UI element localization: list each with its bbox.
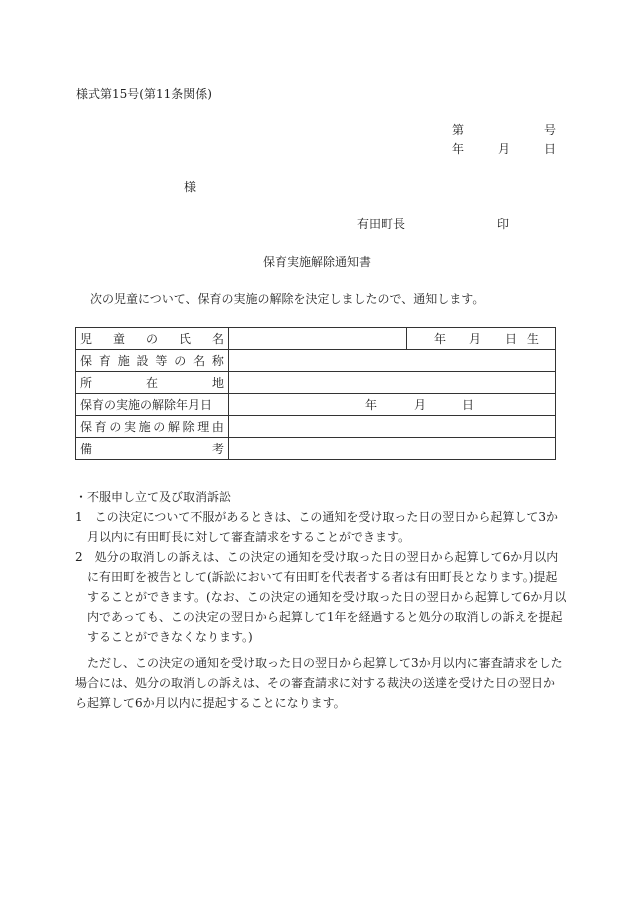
label-facility-name [76,350,229,372]
appeal-notes [75,487,567,713]
form-number: 様式第15号(第11条関係) [76,87,212,101]
birth-day: 日 [505,331,518,346]
notes-line: 2 処分の取消しの訴えは、この決定の通知を受け取った日の翌日から起算して6か月以内 [75,550,559,564]
facility-name-value [229,350,556,372]
label-char: 在 [145,375,158,390]
addressee-sama: 様 [184,180,197,194]
table-row [76,394,556,416]
label-char: の [153,419,166,434]
label-char: 由 [211,419,224,434]
cancel-month: 月 [414,397,427,412]
label-char: 施 [138,419,151,434]
label-char: 氏 [178,331,191,346]
label-char: 解 [167,419,180,434]
table-row [76,438,556,460]
label-char: 除 [182,419,195,434]
issuer-name: 有田町長 [357,217,406,231]
label-cancel-date [76,394,229,416]
notes-line: 内であっても、この決定の翌日から起算して1年を経過すると処分の取消しの訴えを提起 [75,610,563,624]
label-char: 童 [112,331,125,346]
cancel-date-value [229,394,556,416]
label-cancel-reason [76,416,229,438]
label-char: の [145,331,158,346]
label-char: 施 [117,353,130,368]
label-char: 所 [80,375,93,390]
label-char: 理 [197,419,210,434]
date-day: 日 [544,142,557,156]
label-address [76,372,229,394]
label-char: の [109,419,122,434]
label-char: 名 [211,331,224,346]
date-year: 年 [452,142,465,156]
notes-line: することができなくなります。) [75,630,253,644]
label-char: 考 [211,441,224,456]
label-char: 備 [80,441,93,456]
notes-line: 1 この決定について不服があるときは、この通知を受け取った日の翌日から起算して3か [75,510,559,524]
intro-text: 次の児童について、保育の実施の解除を決定しましたので、通知します。 [90,292,485,306]
notes-line: することができます。(なお、この決定の通知を受け取った日の翌日から起算して6か月以 [75,590,567,604]
child-name-value [229,328,407,350]
notes-line: 月以内に有田町長に対して審査請求をすることができます。 [75,530,411,544]
address-value [229,372,556,394]
birth-year: 年 [434,331,447,346]
label-char: 設 [136,353,149,368]
label-char: 名 [193,353,206,368]
notes-heading: ・不服申し立て及び取消訴訟 [75,490,232,504]
label-child-name [76,328,229,350]
label-char: 保 [80,419,93,434]
table-row [76,350,556,372]
form-table [75,327,556,460]
issuer-seal: 印 [497,217,510,231]
notes-para-line: 場合には、処分の取消しの訴えは、その審査請求に対する裁決の送達を受けた日の翌日か [75,676,556,690]
number-go: 号 [544,123,557,137]
label-char: の [174,353,187,368]
number-dai: 第 [452,123,465,137]
table-row [76,328,556,350]
cancel-year: 年 [365,397,378,412]
birthdate-value [407,328,556,350]
birth-month: 月 [469,331,482,346]
label-remarks [76,438,229,460]
label-char: 称 [211,353,224,368]
birth-sei: 生 [527,331,540,346]
label-char: 地 [211,375,224,390]
table-row [76,416,556,438]
label-char: 実 [123,419,136,434]
label-char: 育 [98,353,111,368]
label-text: 保育の実施の解除年月日 [80,397,213,412]
remarks-value [229,438,556,460]
label-char: 等 [155,353,168,368]
notes-para-line: ら起算して6か月以内に提起することになります。 [75,696,346,710]
document-title: 保育実施解除通知書 [263,255,372,269]
cancel-day: 日 [462,397,475,412]
label-char: 育 [94,419,107,434]
label-char: 保 [80,353,93,368]
cancel-reason-value [229,416,556,438]
notes-para-line: ただし、この決定の通知を受け取った日の翌日から起算して3か月以内に審査請求をした [75,656,563,670]
date-month: 月 [498,142,511,156]
table-row [76,372,556,394]
label-char: 児 [80,331,93,346]
notes-line: に有田町を被告として(訴訟において有田町を代表者する者は有田町長となります。)提起 [75,570,558,584]
